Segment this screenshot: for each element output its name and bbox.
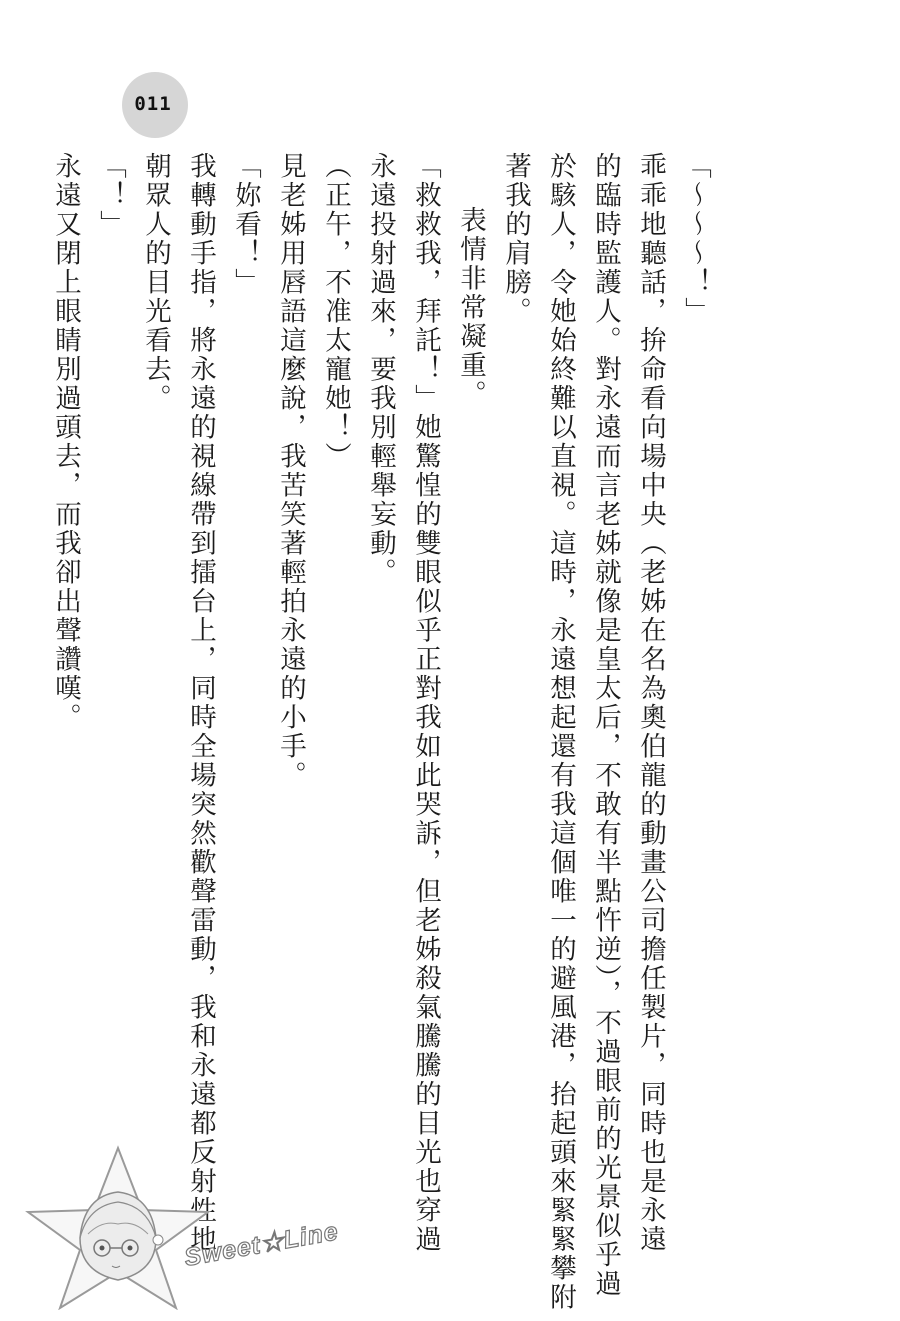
text-line: 「！」 — [95, 152, 126, 239]
text-line: 著我的肩膀。 — [500, 152, 531, 326]
text-line: 乖乖地聽話，拚命看向場中央（老姊在名為奧伯龍的動畫公司擔任製片，同時也是永遠 — [635, 152, 666, 1254]
text-line: （正午，不准太寵她！） — [320, 152, 351, 471]
text-line: 永遠投射過來，要我別輕舉妄動。 — [365, 152, 396, 587]
text-line: 「〜〜〜！」 — [680, 152, 711, 326]
text-line: 表情非常凝重。 — [455, 206, 486, 409]
text-line: 「妳看！」 — [230, 152, 261, 297]
sweet-line-logo — [18, 1140, 378, 1310]
page-number: 011 — [134, 93, 172, 115]
text-line: 永遠又閉上眼睛別過頭去，而我卻出聲讚嘆。 — [50, 152, 81, 732]
text-line: 「救救我，拜託！」她驚惶的雙眼似乎正對我如此哭訴，但老姊殺氣騰騰的目光也穿過 — [410, 152, 441, 1254]
text-line: 我轉動手指，將永遠的視線帶到擂台上，同時全場突然歡聲雷動，我和永遠都反射性地 — [185, 152, 216, 1254]
text-line: 朝眾人的目光看去。 — [140, 152, 171, 413]
text-line: 於駭人，令她始終難以直視。這時，永遠想起還有我這個唯一的避風港，抬起頭來緊緊攀附 — [545, 152, 576, 1312]
text-line: 的臨時監護人。對永遠而言老姊就像是皇太后，不敢有半點忤逆），不過眼前的光景似乎過 — [590, 152, 621, 1299]
brand-text: Sweet★Line — [182, 1217, 341, 1272]
text-line: 見老姊用唇語這麼說，我苦笑著輕拍永遠的小手。 — [275, 152, 306, 790]
